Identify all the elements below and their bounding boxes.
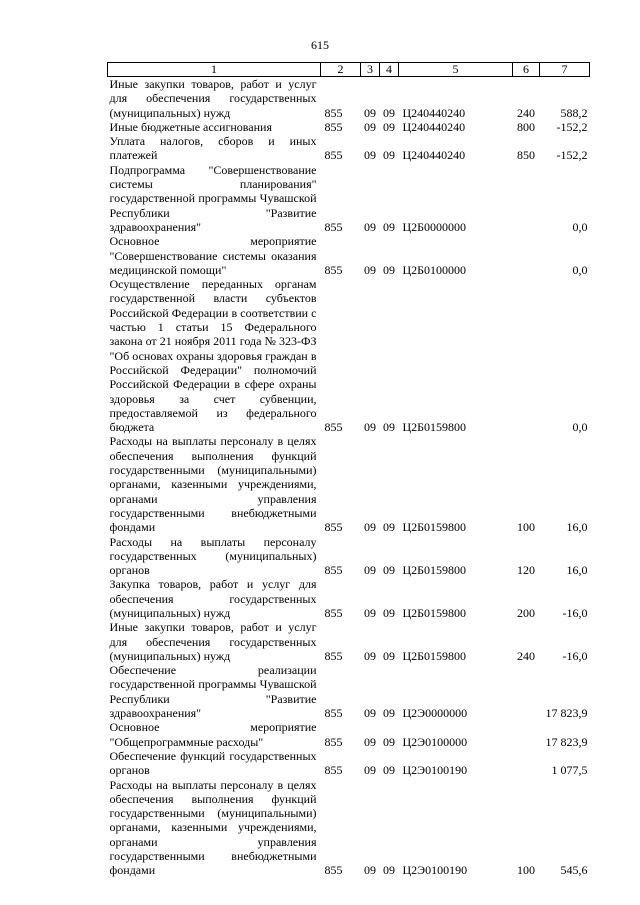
row-ved: 855 bbox=[324, 119, 343, 134]
header-col-2: 2 bbox=[321, 63, 361, 77]
table-row bbox=[108, 577, 590, 620]
row-rz: 09 bbox=[364, 420, 376, 435]
row-name: Обеспечение реализации государственной программы Чувашской Республики "Развитие здравоохранения" bbox=[109, 663, 317, 721]
row-ved: 855 bbox=[324, 648, 343, 663]
table-row bbox=[108, 163, 590, 234]
row-csr: Ц240440240 bbox=[402, 105, 466, 120]
header-col-4: 4 bbox=[380, 63, 399, 77]
row-pr: 09 bbox=[383, 563, 395, 578]
row-rz: 09 bbox=[364, 706, 376, 721]
row-pr: 09 bbox=[383, 605, 395, 620]
row-vr: 120 bbox=[517, 563, 535, 578]
table-body bbox=[108, 77, 590, 878]
row-rz: 09 bbox=[364, 105, 376, 120]
row-sum: -16,0 bbox=[562, 605, 588, 620]
row-name: Расходы на выплаты персоналу в целях обеспечения выполнения функций государственными (муниципальными) органами, казенными учреждениями, органами управления государственными внебюджетными фондами bbox=[109, 777, 317, 878]
budget-table bbox=[107, 62, 590, 878]
row-pr: 09 bbox=[383, 148, 395, 163]
row-pr: 09 bbox=[383, 520, 395, 535]
row-rz: 09 bbox=[364, 763, 376, 778]
row-name: Закупка товаров, работ и услуг для обеспечения государственных (муниципальных) нужд bbox=[109, 577, 317, 620]
row-pr: 09 bbox=[383, 734, 395, 749]
header-row bbox=[108, 63, 590, 77]
row-rz: 09 bbox=[364, 648, 376, 663]
row-csr: Ц2Б0159800 bbox=[402, 563, 467, 578]
row-csr: Ц2Б0000000 bbox=[402, 219, 467, 234]
row-vr: 800 bbox=[517, 119, 535, 134]
row-csr: Ц2Б0159800 bbox=[402, 520, 467, 535]
row-rz: 09 bbox=[364, 863, 376, 878]
row-sum: 1 077,5 bbox=[551, 763, 588, 778]
row-pr: 09 bbox=[383, 648, 395, 663]
table-row bbox=[108, 120, 590, 134]
row-rz: 09 bbox=[364, 734, 376, 749]
table-row bbox=[108, 234, 590, 277]
header-col-7: 7 bbox=[540, 63, 590, 77]
row-ved: 855 bbox=[324, 148, 343, 163]
row-csr: Ц240440240 bbox=[402, 148, 466, 163]
row-name: Обеспечение функций государственных органов bbox=[109, 748, 317, 778]
header-col-1: 1 bbox=[108, 63, 321, 77]
table-row bbox=[108, 778, 590, 878]
row-ved: 855 bbox=[324, 734, 343, 749]
row-sum: 0,0 bbox=[572, 219, 588, 234]
row-pr: 09 bbox=[383, 763, 395, 778]
row-pr: 09 bbox=[383, 262, 395, 277]
row-vr: 240 bbox=[517, 648, 535, 663]
row-vr bbox=[513, 663, 540, 720]
row-name: Иные бюджетные ассигнования bbox=[109, 119, 272, 134]
row-name: Подпрограмма "Совершенствование системы планирования" государственной программы Чувашской Республики "Развитие здравоохранения" bbox=[109, 162, 317, 234]
row-sum: 0,0 bbox=[572, 262, 588, 277]
row-name: Иные закупки товаров, работ и услуг для обеспечения государственных (муниципальных) нужд bbox=[109, 77, 317, 120]
row-rz: 09 bbox=[364, 605, 376, 620]
row-ved: 855 bbox=[324, 520, 343, 535]
row-sum: 17 823,9 bbox=[545, 706, 588, 721]
row-sum: -152,2 bbox=[556, 148, 588, 163]
row-csr: Ц2Б0159800 bbox=[402, 605, 467, 620]
row-rz: 09 bbox=[364, 219, 376, 234]
table-row bbox=[108, 277, 590, 434]
row-csr: Ц240440240 bbox=[402, 119, 466, 134]
row-name: Иные закупки товаров, работ и услуг для обеспечения государственных (муниципальных) нужд bbox=[109, 620, 317, 663]
table-row bbox=[108, 620, 590, 663]
row-pr: 09 bbox=[383, 219, 395, 234]
row-ved: 855 bbox=[324, 563, 343, 578]
header-col-5: 5 bbox=[399, 63, 513, 77]
row-vr bbox=[513, 720, 540, 749]
row-ved: 855 bbox=[324, 605, 343, 620]
table-row bbox=[108, 663, 590, 720]
row-pr: 09 bbox=[383, 420, 395, 435]
row-name: Расходы на выплаты персоналу в целях обеспечения выполнения функций государственными (муниципальными) органами, казенными учреждениями, органами управления государственными внебюджетными фондами bbox=[109, 434, 317, 535]
row-name: Основное мероприятие "Общепрограммные расходы" bbox=[109, 720, 317, 749]
row-rz: 09 bbox=[364, 148, 376, 163]
row-rz: 09 bbox=[364, 262, 376, 277]
row-ved: 855 bbox=[324, 863, 343, 878]
row-csr: Ц2Э0100000 bbox=[402, 734, 468, 749]
table-row bbox=[108, 434, 590, 534]
table-row bbox=[108, 77, 590, 120]
row-csr: Ц2Э0000000 bbox=[402, 706, 468, 721]
row-name: Основное мероприятие "Совершенствование системы оказания медицинской помощи" bbox=[109, 234, 317, 277]
row-pr: 09 bbox=[383, 119, 395, 134]
row-vr: 200 bbox=[517, 605, 535, 620]
row-sum: 17 823,9 bbox=[545, 734, 588, 749]
row-vr bbox=[513, 277, 540, 434]
row-name: Осуществление переданных органам государственной власти субъектов Российской Федерации в соответствии с частью 1 статьи 15 Федерального закона от 21 ноября 2011 года № 323-ФЗ "Об основах охраны здоровья граждан в Российской Федерации" полномочий Российской Федерации в сфере охраны здоровья за счет субвенции, предоставляемой из федерального бюджета bbox=[109, 277, 317, 435]
row-csr: Ц2Б0159800 bbox=[402, 420, 467, 435]
row-csr: Ц2Э0100190 bbox=[402, 763, 468, 778]
row-pr: 09 bbox=[383, 105, 395, 120]
table-row bbox=[108, 134, 590, 163]
row-vr bbox=[513, 749, 540, 778]
row-csr: Ц2Э0100190 bbox=[402, 863, 468, 878]
row-sum: 16,0 bbox=[566, 520, 588, 535]
row-csr: Ц2Б0159800 bbox=[402, 648, 467, 663]
row-name: Уплата налогов, сборов и иных платежей bbox=[109, 134, 317, 163]
row-pr: 09 bbox=[383, 863, 395, 878]
row-ved: 855 bbox=[324, 219, 343, 234]
row-sum: -152,2 bbox=[556, 119, 588, 134]
row-vr: 850 bbox=[517, 148, 535, 163]
table-header bbox=[108, 63, 590, 77]
row-vr bbox=[513, 234, 540, 277]
row-ved: 855 bbox=[324, 262, 343, 277]
header-col-3: 3 bbox=[361, 63, 380, 77]
row-pr: 09 bbox=[383, 706, 395, 721]
row-name: Расходы на выплаты персоналу государственных (муниципальных) органов bbox=[109, 534, 317, 578]
row-ved: 855 bbox=[324, 763, 343, 778]
row-rz: 09 bbox=[364, 520, 376, 535]
row-vr: 240 bbox=[517, 105, 535, 120]
row-ved: 855 bbox=[324, 706, 343, 721]
table-row bbox=[108, 720, 590, 749]
page-number: 615 bbox=[311, 38, 329, 52]
row-sum: 545,6 bbox=[560, 863, 588, 878]
row-sum: 588,2 bbox=[560, 105, 588, 120]
row-rz: 09 bbox=[364, 563, 376, 578]
table-row bbox=[108, 535, 590, 578]
row-sum: 0,0 bbox=[572, 420, 588, 435]
row-sum: -16,0 bbox=[562, 648, 588, 663]
table-row bbox=[108, 749, 590, 778]
row-vr: 100 bbox=[517, 863, 535, 878]
row-ved: 855 bbox=[324, 420, 343, 435]
row-vr: 100 bbox=[517, 520, 535, 535]
row-rz: 09 bbox=[364, 119, 376, 134]
row-ved: 855 bbox=[324, 105, 343, 120]
row-vr bbox=[513, 163, 540, 234]
header-col-6: 6 bbox=[513, 63, 540, 77]
row-csr: Ц2Б0100000 bbox=[402, 262, 467, 277]
row-sum: 16,0 bbox=[566, 563, 588, 578]
